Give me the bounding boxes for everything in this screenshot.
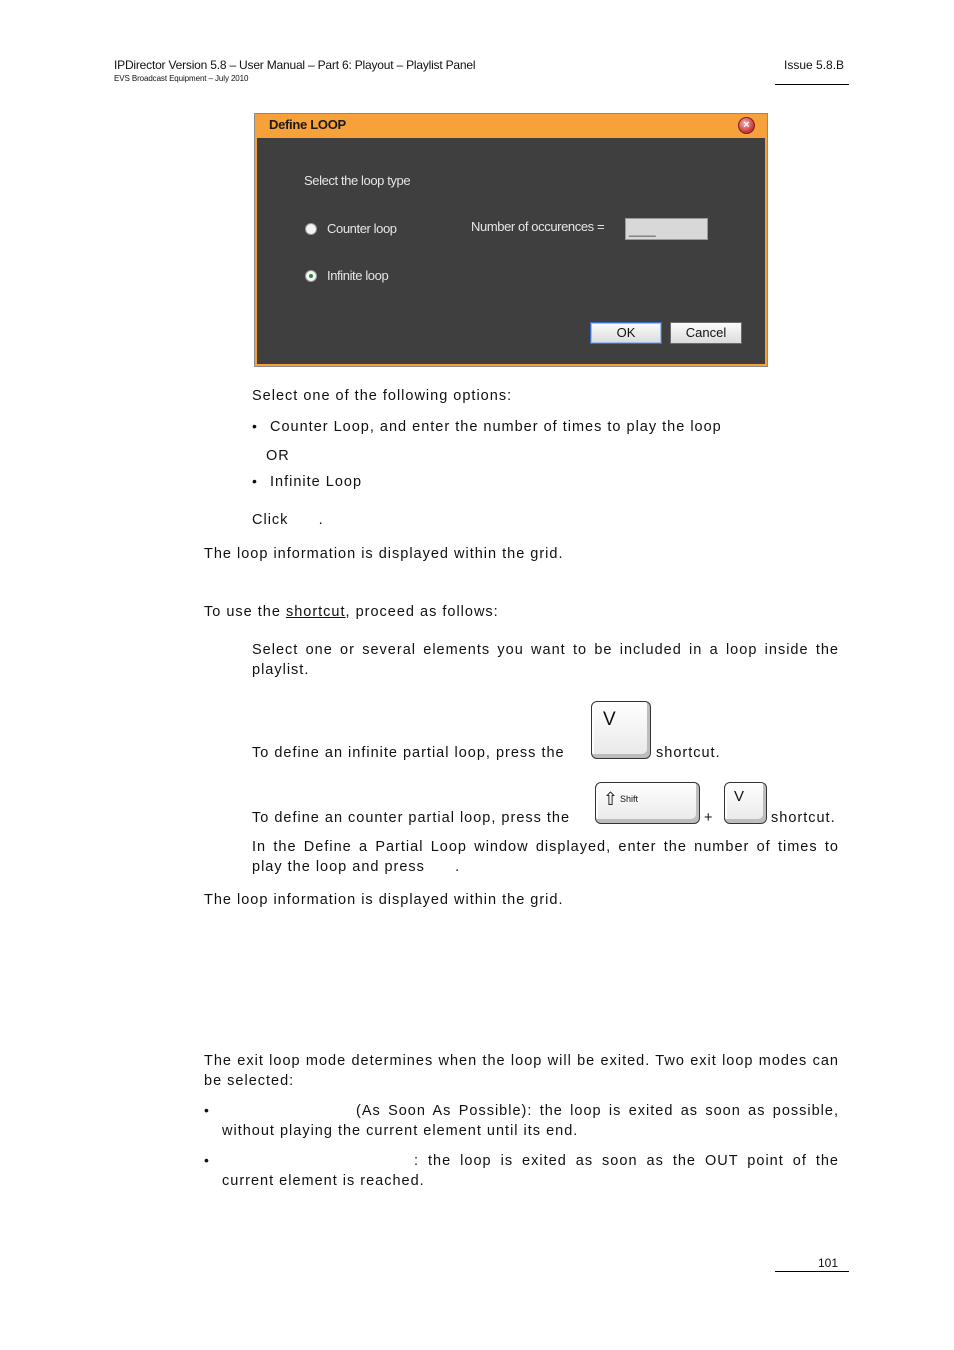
plus-sign: + <box>704 810 714 826</box>
v-key-small-label: V <box>734 788 745 805</box>
close-icon[interactable]: × <box>738 117 755 134</box>
ok-button[interactable]: OK <box>590 322 662 344</box>
bullet-glyph: • <box>204 1102 209 1118</box>
counter-loop-radio[interactable] <box>305 223 317 235</box>
occurrences-label: Number of occurences = <box>471 219 605 234</box>
shortcut-suffix: , proceed as follows: <box>345 604 499 620</box>
shortcut-link[interactable]: shortcut <box>285 604 346 620</box>
infinite-partial-text: To define an infinite partial loop, press the <box>252 745 565 761</box>
counter-partial-text: To define an counter partial loop, press the <box>252 810 571 826</box>
header-title: IPDirector Version 5.8 – User Manual – Part 6: Playout – Playlist Panel <box>114 58 476 72</box>
bullet-glyph: • <box>252 473 257 489</box>
dialog-title: Define LOOP <box>269 117 346 132</box>
header-subtitle: EVS Broadcast Equipment – July 2010 <box>114 74 249 83</box>
shortcut-prefix: To use the <box>204 604 286 620</box>
grid-info-2: The loop information is displayed within the grid. <box>204 892 564 908</box>
select-elements-text: Select one or several elements you want to be included in a loop inside the playlist. <box>252 642 839 678</box>
page-number: 101 <box>818 1256 839 1270</box>
v-key-label: V <box>603 709 616 730</box>
counter-loop-label: Counter loop <box>327 221 397 236</box>
header-rule <box>775 84 849 85</box>
header-issue: Issue 5.8.B <box>784 58 845 72</box>
exit-out-text: : the loop is exited as soon as the OUT point of the current element is reached. <box>222 1153 839 1189</box>
infinite-loop-label: Infinite loop <box>327 268 389 283</box>
bullet-infinite-loop: Infinite Loop <box>270 474 363 490</box>
v-key-small-icon <box>724 782 767 824</box>
click-text: Click . <box>252 512 324 528</box>
grid-info-1: The loop information is displayed within the grid. <box>204 546 564 562</box>
loop-type-prompt: Select the loop type <box>304 173 411 188</box>
shift-key-icon <box>595 782 700 824</box>
infinite-loop-radio[interactable] <box>305 270 317 282</box>
exit-asap-text: (As Soon As Possible): the loop is exited as soon as possible, without playing the current element until its end. <box>222 1103 839 1139</box>
bullet-counter-loop: Counter Loop, and enter the number of times to play the loop <box>270 419 722 435</box>
dialog-body <box>257 138 765 364</box>
define-loop-dialog <box>254 113 768 367</box>
bullet-glyph: • <box>204 1152 209 1168</box>
shortcut-word-1: shortcut. <box>656 745 721 761</box>
exit-intro-text: The exit loop mode determines when the loop will be exited. Two exit loop modes can be selected: <box>204 1053 839 1089</box>
occurrences-input[interactable]: ____ <box>625 218 708 240</box>
select-options-text: Select one of the following options: <box>252 388 513 404</box>
footer-rule <box>775 1271 849 1272</box>
bullet-glyph: • <box>252 418 257 434</box>
shift-arrow-icon: ⇧ <box>603 789 619 809</box>
shift-key-label: Shift <box>620 794 639 804</box>
shortcut-intro <box>204 602 499 622</box>
or-text: OR <box>266 448 290 464</box>
cancel-button[interactable]: Cancel <box>670 322 742 344</box>
v-key-icon <box>591 701 651 759</box>
shortcut-word-2: shortcut. <box>771 810 836 826</box>
define-window-text: In the Define a Partial Loop window displayed, enter the number of times to play the loop and press . <box>252 839 845 875</box>
